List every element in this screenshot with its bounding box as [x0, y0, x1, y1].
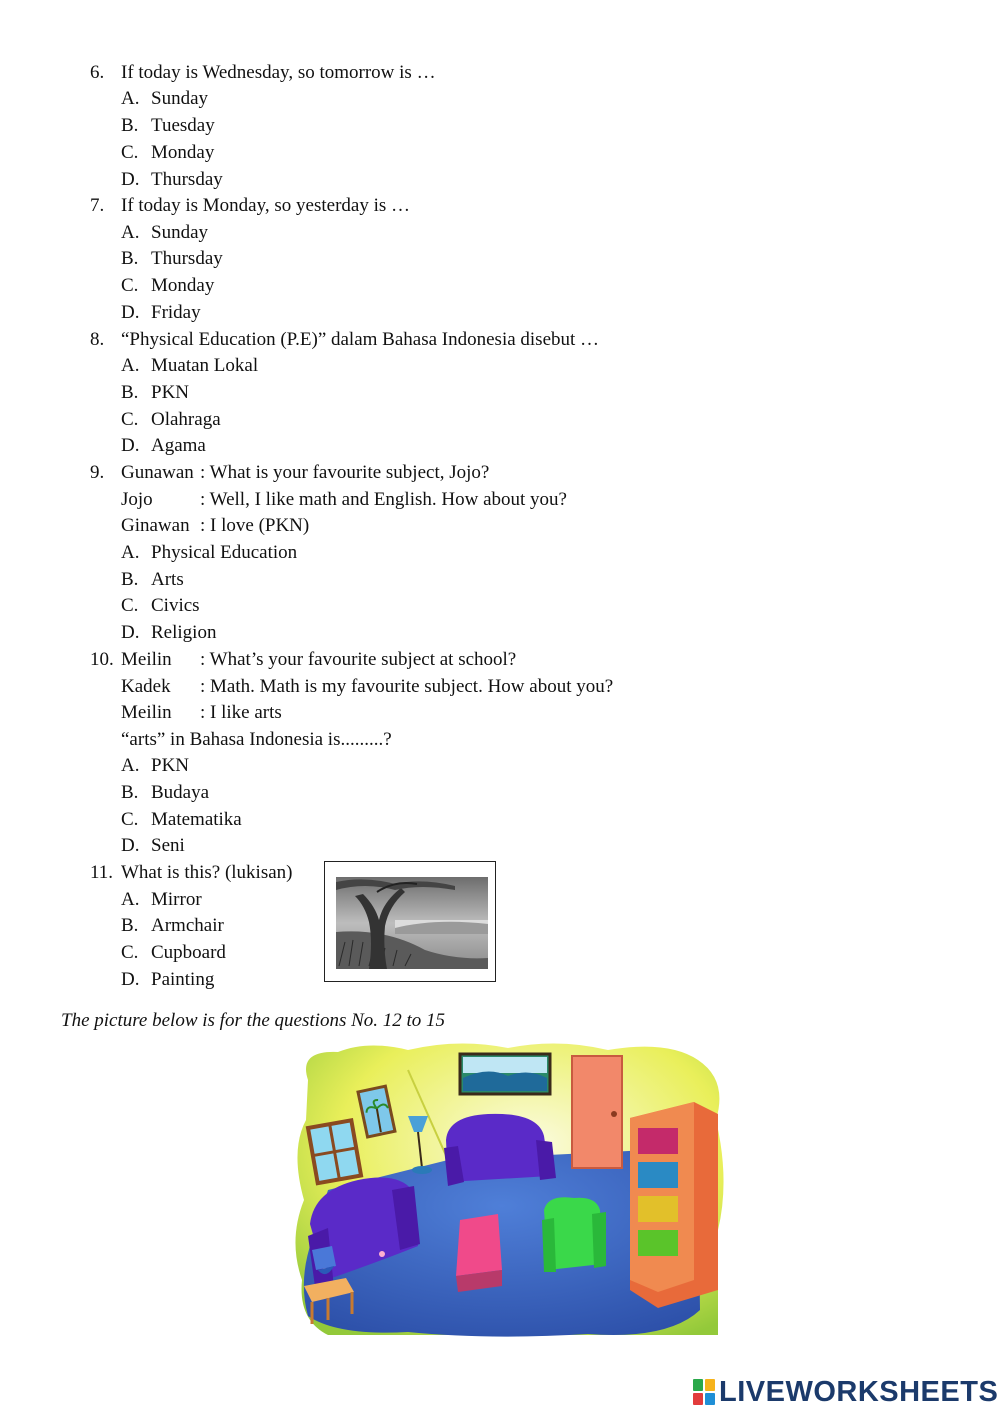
- option-text: Agama: [151, 435, 206, 456]
- option-text: Matematika: [151, 809, 242, 830]
- option-text: Muatan Lokal: [151, 355, 259, 376]
- question-number: 11.: [90, 862, 114, 883]
- option-letter: D.: [121, 302, 140, 323]
- option-letter: A.: [121, 889, 140, 910]
- option-text: Civics: [151, 595, 200, 616]
- option-letter: A.: [121, 222, 140, 243]
- question-text: What is this? (lukisan): [121, 862, 293, 883]
- living-room-illustration: [288, 1040, 728, 1340]
- liveworksheets-logo: [693, 1376, 998, 1408]
- option-letter: C.: [121, 275, 139, 296]
- dialogue-line: : I like arts: [200, 702, 282, 723]
- option-text: Tuesday: [151, 115, 215, 136]
- dialogue-speaker: Meilin: [121, 702, 172, 723]
- picture-caption: The picture below is for the questions No. 12 to 15: [61, 1010, 446, 1031]
- question-number: 10.: [90, 649, 114, 670]
- option-text: Mirror: [151, 889, 202, 910]
- dialogue-speaker: Jojo: [121, 489, 153, 510]
- option-letter: C.: [121, 595, 139, 616]
- option-text: Thursday: [151, 169, 223, 190]
- tree-sketch-illustration: [325, 862, 494, 980]
- question-number: 7.: [90, 195, 105, 216]
- option-letter: B.: [121, 382, 139, 403]
- option-letter: B.: [121, 115, 139, 136]
- option-letter: C.: [121, 942, 139, 963]
- dialogue-speaker: Meilin: [121, 649, 172, 670]
- dialogue-line: : Math. Math is my favourite subject. How about you?: [200, 676, 614, 697]
- dialogue-line: : I love (PKN): [200, 515, 310, 536]
- question-text: If today is Wednesday, so tomorrow is …: [121, 62, 436, 83]
- dialogue-line: : What’s your favourite subject at school?: [200, 649, 517, 670]
- dialogue-speaker: Kadek: [121, 676, 171, 697]
- option-text: PKN: [151, 382, 190, 403]
- option-letter: C.: [121, 142, 139, 163]
- option-letter: D.: [121, 969, 140, 990]
- option-text: PKN: [151, 755, 190, 776]
- option-letter: D.: [121, 169, 140, 190]
- question-text: If today is Monday, so yesterday is …: [121, 195, 410, 216]
- option-letter: D.: [121, 622, 140, 643]
- option-letter: D.: [121, 435, 140, 456]
- question-number: 8.: [90, 329, 105, 350]
- option-text: Sunday: [151, 88, 208, 109]
- option-text: Painting: [151, 969, 215, 990]
- dialogue-line: : What is your favourite subject, Jojo?: [200, 462, 490, 483]
- option-letter: B.: [121, 569, 139, 590]
- question-number: 6.: [90, 62, 105, 83]
- option-text: Monday: [151, 275, 215, 296]
- question-text: “arts” in Bahasa Indonesia is.........?: [121, 729, 392, 750]
- question-number: 9.: [90, 462, 105, 483]
- question-text: “Physical Education (P.E)” dalam Bahasa Indonesia disebut …: [121, 329, 600, 350]
- option-letter: B.: [121, 248, 139, 269]
- logo-text: LIVEWORKSHEETS: [719, 1375, 999, 1408]
- option-letter: A.: [121, 88, 140, 109]
- logo-icon: [693, 1379, 715, 1405]
- painting-image: [324, 861, 496, 982]
- option-letter: A.: [121, 355, 140, 376]
- option-text: Physical Education: [151, 542, 298, 563]
- dialogue-line: : Well, I like math and English. How about you?: [200, 489, 567, 510]
- option-text: Religion: [151, 622, 217, 643]
- option-letter: A.: [121, 542, 140, 563]
- option-text: Armchair: [151, 915, 224, 936]
- option-text: Friday: [151, 302, 201, 323]
- option-letter: B.: [121, 915, 139, 936]
- option-letter: C.: [121, 809, 139, 830]
- option-text: Olahraga: [151, 409, 221, 430]
- option-letter: B.: [121, 782, 139, 803]
- option-letter: A.: [121, 755, 140, 776]
- option-letter: C.: [121, 409, 139, 430]
- option-text: Monday: [151, 142, 215, 163]
- dialogue-speaker: Ginawan: [121, 515, 190, 536]
- option-text: Thursday: [151, 248, 223, 269]
- option-text: Seni: [151, 835, 185, 856]
- option-text: Budaya: [151, 782, 210, 803]
- option-text: Arts: [151, 569, 184, 590]
- option-text: Cupboard: [151, 942, 226, 963]
- option-text: Sunday: [151, 222, 208, 243]
- dialogue-speaker: Gunawan: [121, 462, 194, 483]
- option-letter: D.: [121, 835, 140, 856]
